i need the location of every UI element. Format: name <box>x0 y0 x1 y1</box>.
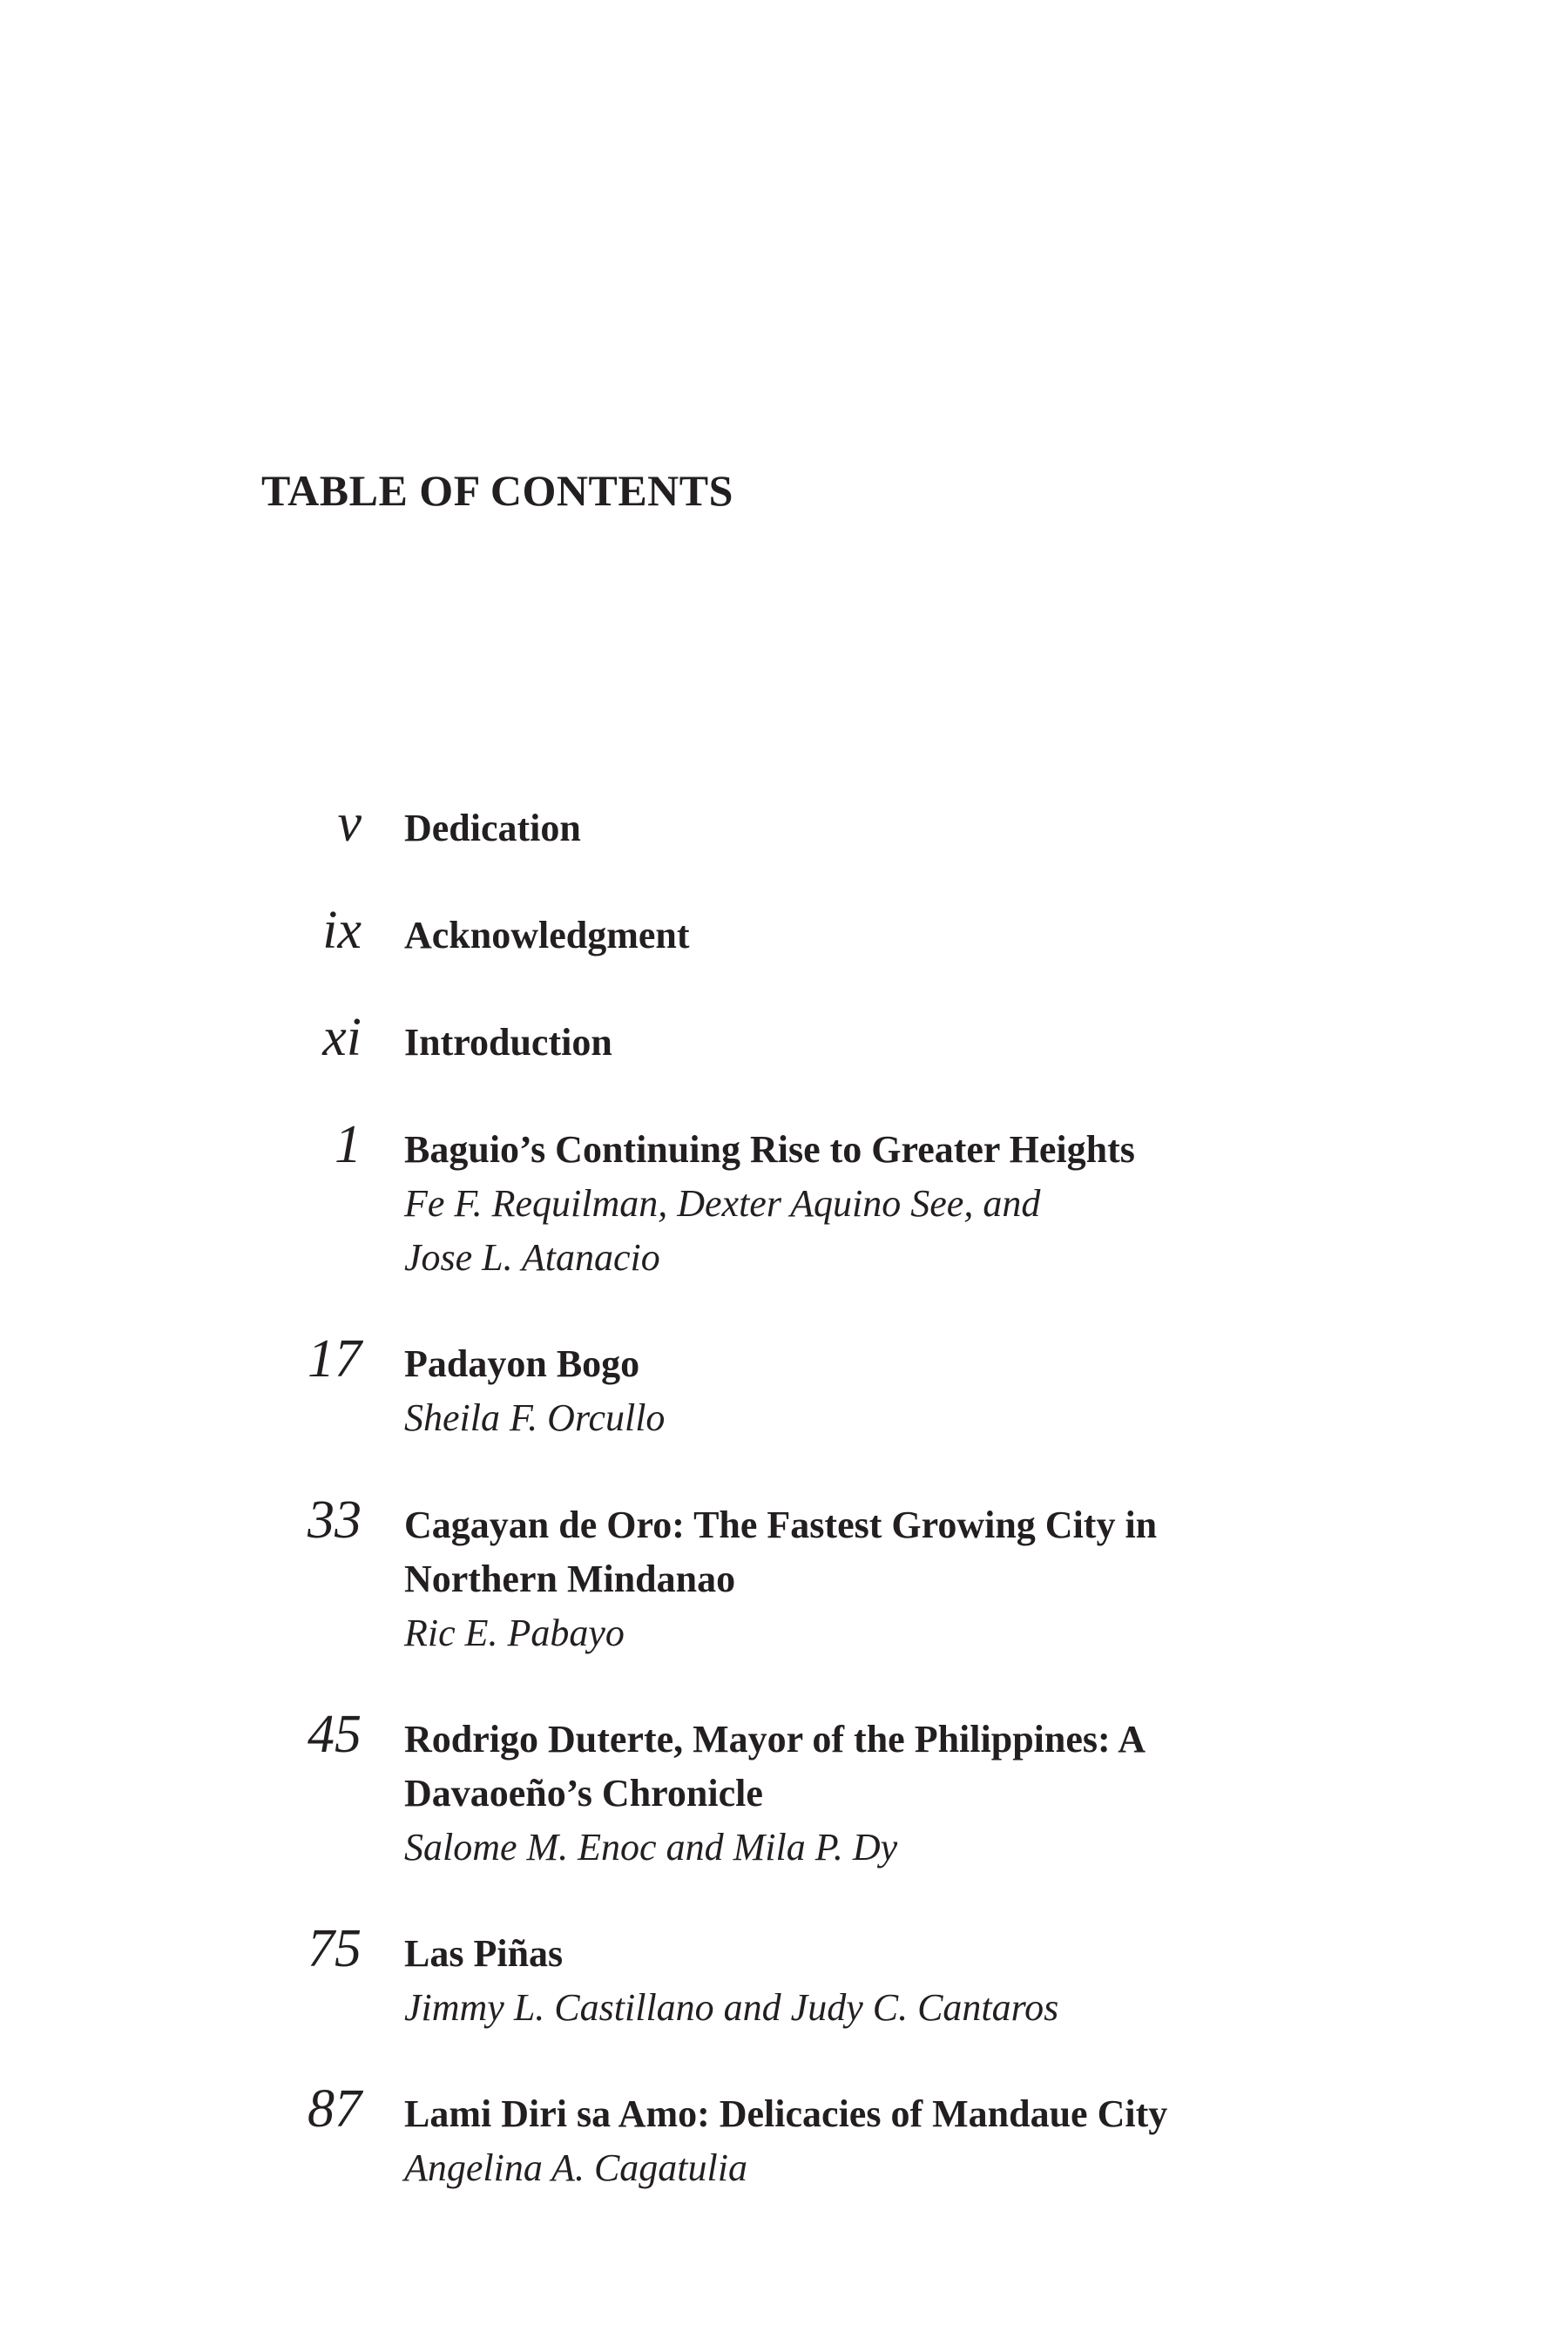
entry-title: Las Piñas <box>404 1932 564 1975</box>
entry-author: Angelina A. Cagatulia <box>404 2146 747 2189</box>
entry-author: Jose L. Atanacio <box>404 1236 660 1279</box>
page-title: TABLE OF CONTENTS <box>261 466 733 515</box>
entry-author: Salome M. Enoc and Mila P. Dy <box>404 1826 898 1869</box>
page-number: ix <box>322 901 362 960</box>
entry-body <box>404 1720 1310 1875</box>
entry-title: Introduction <box>404 1021 612 1064</box>
entry-body <box>404 916 1310 963</box>
entry-body <box>404 1505 1310 1660</box>
entry-title: Acknowledgment <box>404 914 690 956</box>
entry-body <box>404 1130 1310 1285</box>
entry-body <box>404 1344 1310 1445</box>
entry-title: Northern Mindanao <box>404 1558 736 1600</box>
entry-author: Sheila F. Orcullo <box>404 1396 666 1439</box>
entry-body <box>404 1023 1310 1070</box>
entry-author: Jimmy L. Castillano and Judy C. Cantaros <box>404 1986 1059 2029</box>
page-number: 1 <box>335 1115 362 1174</box>
page-number: 75 <box>308 1919 362 1978</box>
entry-body <box>404 808 1310 855</box>
entry-body <box>404 2094 1310 2195</box>
entry-title: Cagayan de Oro: The Fastest Growing City in <box>404 1504 1158 1546</box>
entry-title: Rodrigo Duterte, Mayor of the Philippines: A <box>404 1718 1146 1761</box>
entry-title: Padayon Bogo <box>404 1342 640 1385</box>
entry-author: Fe F. Requilman, Dexter Aquino See, and <box>404 1182 1041 1225</box>
page-number: 45 <box>308 1705 362 1764</box>
entry-body <box>404 1934 1310 2035</box>
page-number: 17 <box>308 1329 362 1389</box>
page-number: 87 <box>308 2079 362 2139</box>
entry-title: Baguio’s Continuing Rise to Greater Heights <box>404 1128 1135 1171</box>
entry-author: Ric E. Pabayo <box>404 1612 625 1654</box>
entry-title: Lami Diri sa Amo: Delicacies of Mandaue City <box>404 2092 1168 2135</box>
entry-title: Dedication <box>404 807 581 849</box>
page-number: v <box>337 794 362 853</box>
page-number: xi <box>322 1008 362 1067</box>
entry-title: Davaoeño’s Chronicle <box>404 1772 763 1815</box>
page-number: 33 <box>308 1490 362 1550</box>
